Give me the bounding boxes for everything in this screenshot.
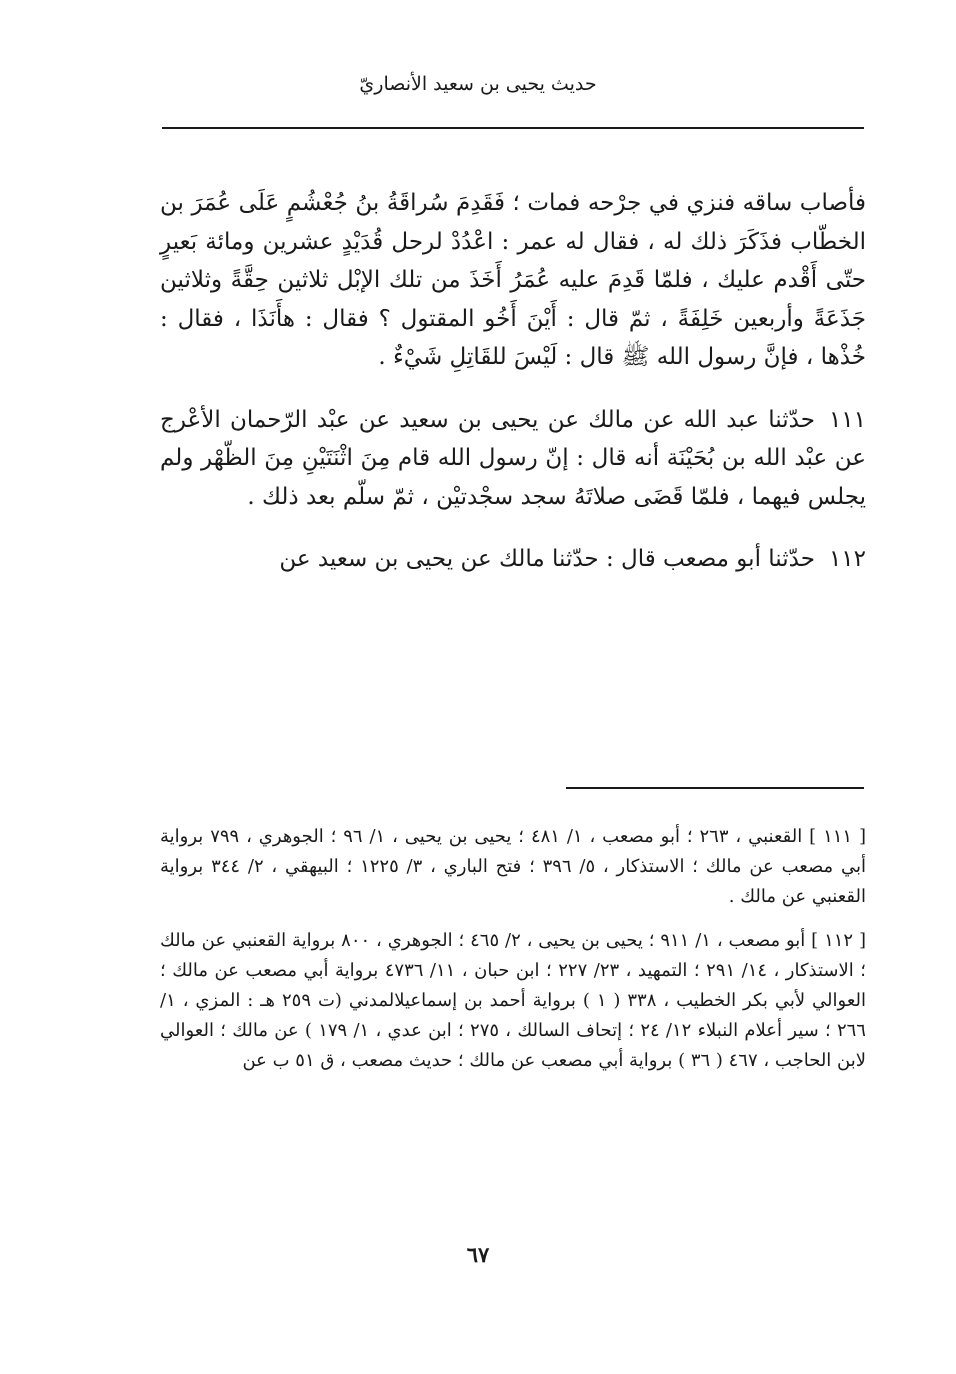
footnote-112: [ ١١٢ ] أبو مصعب ، ١/ ٩١١ ؛ يحيى بن يحيى ، ٢/ ٤٦٥ ؛ الجوهري ، ٨٠٠ برواية القعنبي عن مالك ؛ الاستذكار ، ١٤/ ٢٩١ ؛ التمهيد ، ٢٣/ ٢٢٧ ؛ ابن حبان ، ١١/ ٤٧٣٦ برواية أبي مصعب عن مالك ؛ العوالي لأبي بكر الخطيب ، ٣٣٨ ( ١ ) برواية أحمد بن إسماعيلالمدني (ت ٢٥٩ هـ : المزي ، ١/ ٢٦٦ ؛ سير أعلام النبلاء ١٢/ ٢٤ ؛ إتحاف السالك ، ٢٧٥ ؛ ابن عدي ، ١/ ١٧٩ ) عن مالك ؛ العوالي لابن الحاجب ، ٤٦٧ ( ٣٦ ) برواية أبي مصعب عن مالك ؛ حديث مصعب ، ق ٥١ ب عن bbox=[160, 930, 866, 1071]
footnote-111: [ ١١١ ] القعنبي ، ٢٦٣ ؛ أبو مصعب ، ١/ ٤٨١ ؛ يحيى بن يحيى ، ١/ ٩٦ ؛ الجوهري ، ٧٩٩ برواية أبي مصعب عن مالك ؛ الاستذكار ، ٥/ ٣٩٦ ؛ فتح الباري ، ٣/ ١٢٢٥ ؛ البيهقي ، ٢/ ٣٤٤ برواية القعنبي عن مالك . bbox=[160, 826, 867, 907]
hadith-111 bbox=[160, 401, 866, 517]
footnote-rule bbox=[566, 787, 864, 789]
hadith-number: ١١١ bbox=[828, 406, 866, 433]
hadith-number: ١١٢ bbox=[828, 546, 866, 572]
paragraph-continuation bbox=[160, 184, 866, 377]
paragraph-text: حدّثنا عبد الله عن مالك عن يحيى بن سعيد عن عبْد الرّحمان الأعْرج عن عبْد الله بن بُحَيْنَة أنه قال : إنّ رسول الله قام مِنَ اثْنَتَيْنِ مِنَ الظّهْر ولم يجلس فيهما ، فلمّا قَضَى صلاتَهُ سجد سجْدتيْن ، ثمّ سلّم بعد ذلك . bbox=[160, 406, 866, 510]
page-number: ٦٧ bbox=[466, 1242, 490, 1267]
hadith-112 bbox=[160, 540, 866, 579]
paragraph-text: حدّثنا أبو مصعب قال : حدّثنا مالك عن يحيى بن سعيد عن bbox=[279, 546, 815, 572]
header-rule bbox=[162, 127, 864, 129]
running-head-title: حديث يحيى بن سعيد الأنصاريّ bbox=[359, 73, 597, 95]
paragraph-text: فأصاب ساقه فنزي في جرْحه فمات ؛ فَقَدِمَ سُراقَةُ بنُ جُعْشُمٍ عَلَى عُمَرَ بن الخطّاب فذَكَرَ ذلك له ، فقال له عمر : اعْدُدْ لرحل قُدَيْدٍ عشرين ومائة بَعيرٍ حتّى أَقْدم عليك ، فلمّا قَدِمَ عليه عُمَرُ أَخَذَ من تلك الإبْل ثلاثين حِقَّةً وثلاثين جَذَعَةً وأربعين خَلِفَةً ، ثمّ قال : أَيْنَ أَخُو المقتول ؟ فقال : هأَنَذَا ، فقال : خُذْها ، فإنَّ رسول الله ﷺ قال : لَيْسَ للقَاتِلِ شَيْءٌ . bbox=[160, 190, 866, 370]
footnotes bbox=[160, 822, 866, 1076]
main-text bbox=[160, 184, 866, 579]
